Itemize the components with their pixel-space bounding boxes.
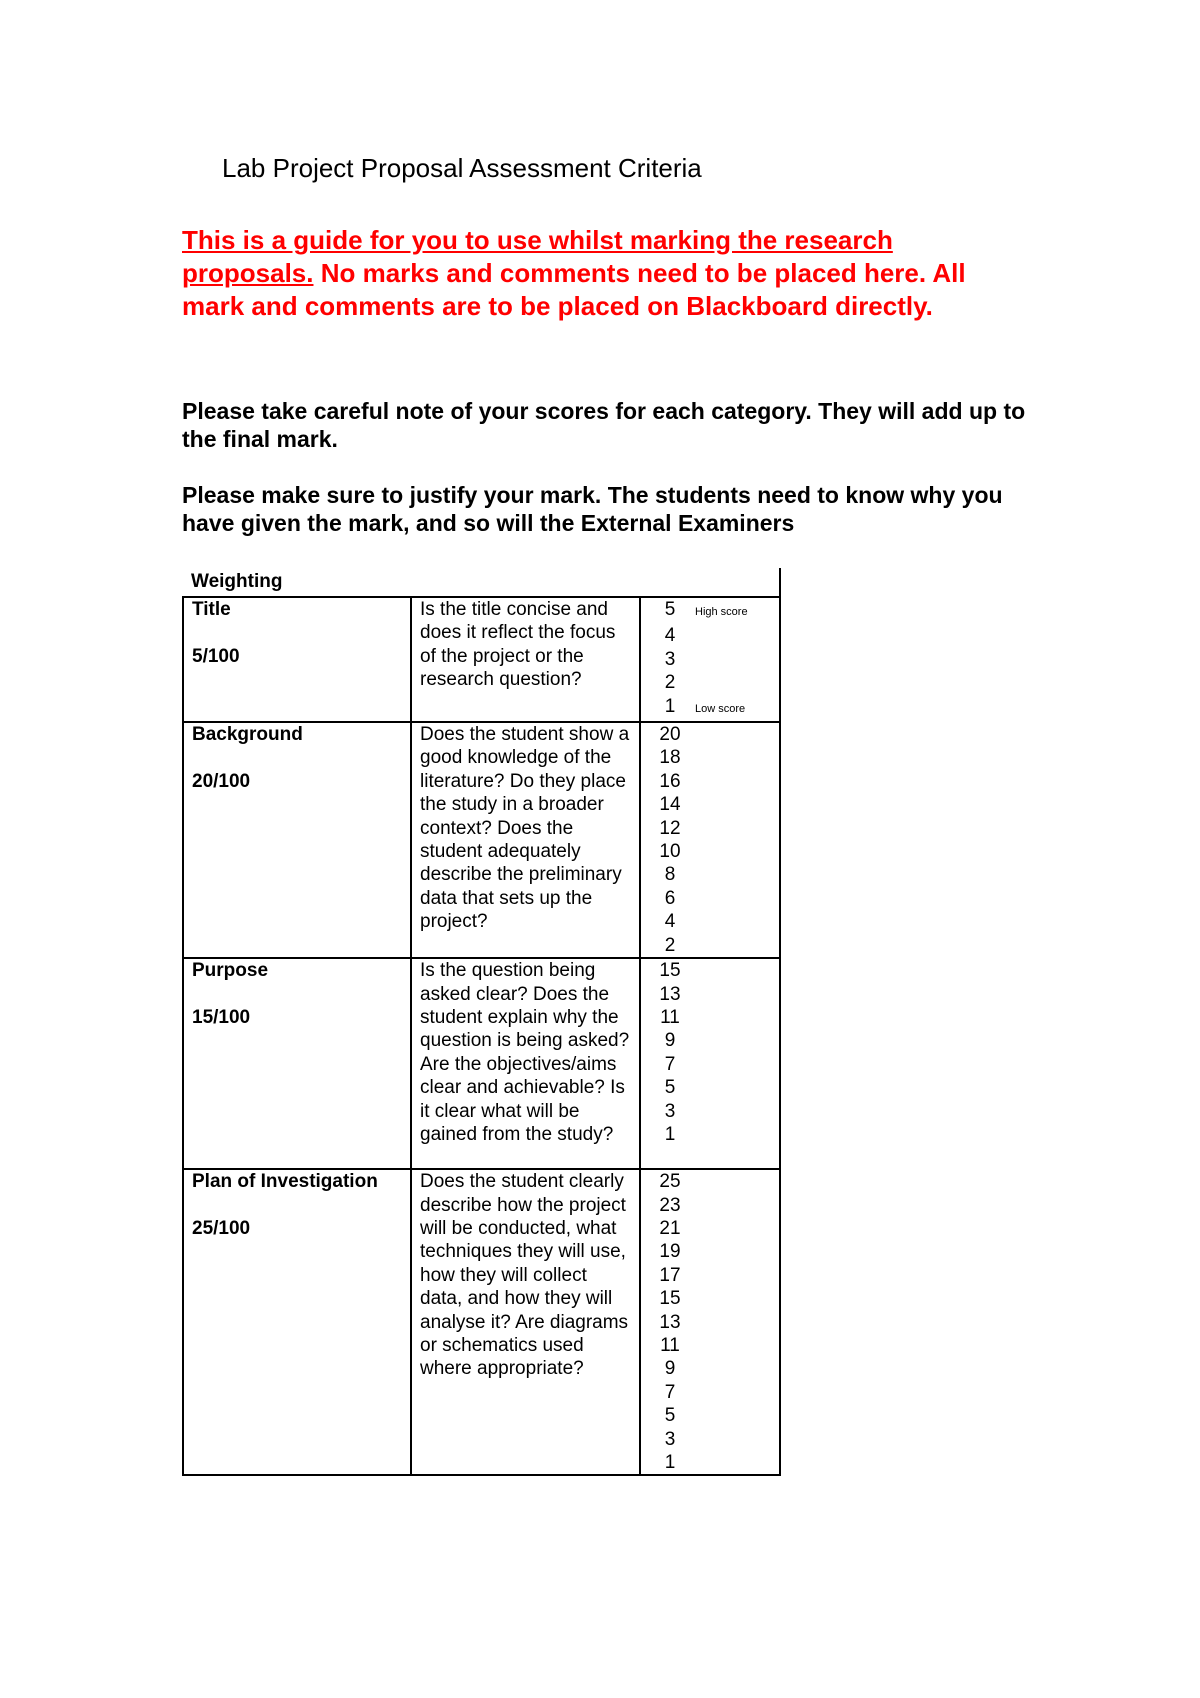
score-item: 11 [660,1006,680,1028]
score-item: 5 [664,1077,676,1099]
table-row [183,722,780,958]
score-item: 9 [664,1030,676,1052]
category-cell [183,597,411,722]
assessment-criteria-table [182,568,781,1476]
score-item: 3 [664,1428,676,1450]
high-score-label: High score [695,606,748,618]
category-weight: 25/100 [192,1217,251,1239]
criteria-question: Is the title concise and does it reflect the focus of the project or the research question? [411,597,640,722]
score-item: 17 [659,1264,681,1286]
score-item: 4 [664,625,676,647]
marking-guide-notice [182,224,1002,323]
category-name: Background [192,724,303,746]
score-item: 7 [664,1053,676,1075]
score-item: 14 [659,794,681,816]
score-item: 15 [659,960,681,982]
score-item: 13 [659,1311,681,1333]
category-name: Plan of Investigation [192,1171,378,1193]
score-item: 18 [659,747,681,769]
scores-instruction: Please take careful note of your scores for each category. They will add up to the final mark. [182,398,1026,452]
score-cell [640,722,780,958]
category-name: Purpose [192,960,269,982]
score-cell [640,958,780,1169]
justify-instruction: Please make sure to justify your mark. The students need to know why you have given the mark, and so will the External Examiners [182,482,1003,536]
score-item: 15 [659,1288,681,1310]
score-item: 1 Low score [655,695,779,721]
score-item: 3 [664,1100,676,1122]
criteria-question: Does the student show a good knowledge of the literature? Do they place the study in a broader context? Does the student adequately describe the preliminary data that sets up the project? [411,722,640,958]
category-weight: 5/100 [192,645,240,667]
score-item: 2 [664,934,676,956]
page-title: Lab Project Proposal Assessment Criteria [222,153,702,183]
category-name: Title [192,599,231,620]
score-item: 12 [659,817,681,839]
score-item: 4 [664,911,676,933]
category-weight: 15/100 [192,1006,251,1028]
criteria-question: Does the student clearly describe how the project will be conducted, what techniques they will use, how they will collect data, and how they will analyse it? Are diagrams or schematics used where appropriate? [411,1169,640,1475]
table-row [183,597,780,722]
score-item: 1 [664,1451,676,1473]
table-row [183,958,780,1169]
score-item: 2 [664,672,676,694]
score-item: 13 [659,983,681,1005]
score-item: 5 High score [655,598,779,624]
weighting-header: Weighting [191,571,283,592]
score-item: 19 [659,1241,681,1263]
score-item: 3 [664,648,676,670]
score-item: 23 [659,1194,681,1216]
score-item: 8 [664,864,676,886]
score-item: 1 [664,1123,676,1145]
score-item: 21 [659,1217,681,1239]
low-score-label: Low score [695,702,746,715]
score-item: 7 [664,1381,676,1403]
score-item: 9 [664,1358,676,1380]
score-item: 20 [659,724,681,746]
score-item: 16 [659,770,681,792]
score-item: 10 [659,841,681,863]
score-item: 11 [660,1334,680,1356]
table-header-row [183,568,780,597]
table-row [183,1169,780,1475]
notice-text: No marks and comments need to be placed here. All mark and comments are to be placed on Blackboard directly. [182,258,966,321]
notice-underlined-text: This is a guide for you to use whilst marking the research proposals. [182,225,893,288]
category-cell [183,722,411,958]
score-item: 6 [664,887,676,909]
category-cell [183,958,411,1169]
category-weight: 20/100 [192,770,251,792]
score-item: 5 [664,1405,676,1427]
score-cell [640,597,780,722]
score-item: 25 [659,1171,681,1193]
category-cell [183,1169,411,1475]
criteria-question: Is the question being asked clear? Does the student explain why the question is being asked? Are the objectives/aims clear and achievable? Is it clear what will be gained from the study? [411,958,640,1169]
score-cell [640,1169,780,1475]
